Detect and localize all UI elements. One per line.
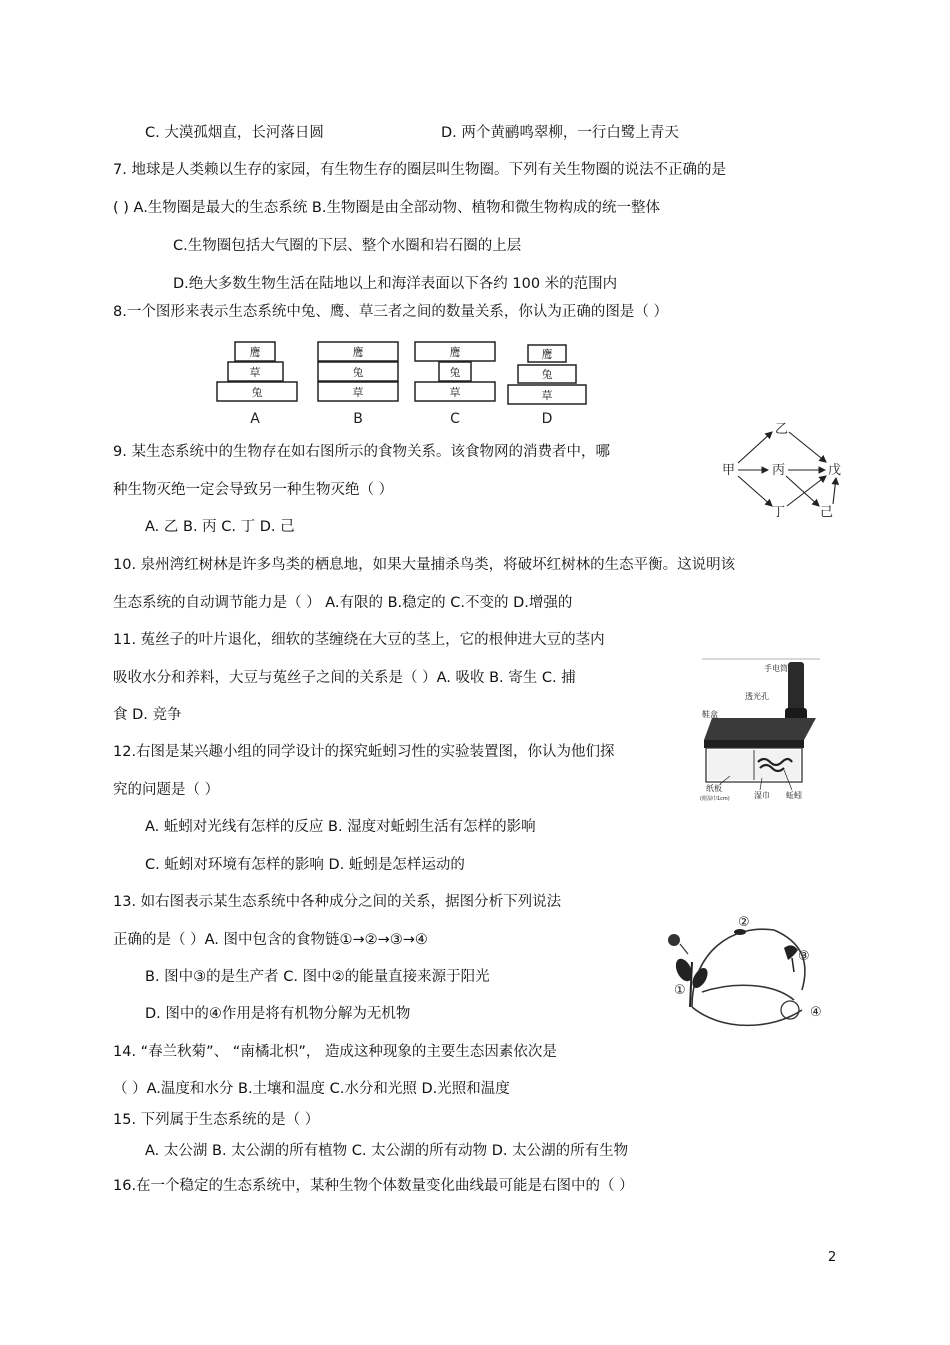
food-web-ji: 己 [820, 505, 834, 520]
pyr-a-grass: 草 [249, 366, 261, 379]
q16-stem: 16.在一个稳定的生态系统中，某种生物个体数量变化曲线最可能是右图中的（ ） [113, 1178, 634, 1194]
pyr-a-eagle: 鹰 [249, 346, 261, 359]
q8-stem: 8.一个图形来表示生态系统中兔、鹰、草三者之间的数量关系，你认为正确的图是（ ） [113, 304, 668, 320]
q11-stem-3: 食 D. 竞争 [113, 707, 182, 723]
q7-stem: 7. 地球是人类赖以生存的家园，有生物生存的圈层叫生物圈。下列有关生物圈的说法不正确的是 [113, 162, 726, 178]
q7-options-ab: ( ) A.生物圈是最大的生态系统 B.生物圈是由全部动物、植物和微生物构成的统一整体 [113, 200, 660, 216]
label-paper-note: (附湿巾1cm) [700, 796, 730, 802]
q7-option-d: D.绝大多数生物生活在陆地以上和海洋表面以下各约 100 米的范围内 [173, 276, 618, 292]
label-earthworm: 蚯蚓 [786, 791, 802, 800]
q7-option-c: C.生物圈包括大气圈的下层、整个水圈和岩石圈的上层 [173, 238, 522, 254]
pyr-label-a: A [250, 411, 260, 427]
q12-stem-1: 12.右图是某兴趣小组的同学设计的探究蚯蚓习性的实验装置图，你认为他们探 [113, 744, 615, 760]
pyramid-figure [213, 340, 613, 430]
pyr-a-rabbit: 兔 [251, 386, 263, 399]
q6-option-c: C. 大漠孤烟直，长河落日圆 [145, 125, 324, 141]
q13-stem-2: 正确的是（ ）A. 图中包含的食物链①→②→③→④ [113, 932, 428, 948]
label-paper: 纸板 [706, 784, 722, 793]
q6-option-d: D. 两个黄鹂鸣翠柳，一行白鹭上青天 [441, 125, 679, 141]
q15-options: A. 太公湖 B. 太公湖的所有植物 C. 太公湖的所有动物 D. 太公湖的所有生物 [145, 1143, 629, 1159]
pyr-label-d: D [541, 411, 553, 427]
q13-stem-1: 13. 如右图表示某生态系统中各种成分之间的关系，据图分析下列说法 [113, 894, 562, 910]
pyr-c-eagle: 鹰 [449, 346, 461, 359]
q13-option-d: D. 图中的④作用是将有机物分解为无机物 [145, 1006, 411, 1022]
earthworm-device-figure [700, 658, 825, 803]
q10-stem-1: 10. 泉州湾红树林是许多鸟类的栖息地，如果大量捕杀鸟类，将破坏红树林的生态平衡。这说明该 [113, 557, 736, 573]
food-web-yi: 乙 [775, 422, 789, 437]
pyr-b-rabbit: 兔 [352, 366, 364, 379]
page-number: 2 [828, 1250, 837, 1265]
label-light-hole: 透光孔 [745, 692, 769, 701]
pyr-label-b: B [353, 411, 363, 427]
q12-stem-2: 究的问题是（ ） [113, 782, 220, 798]
pyr-d-eagle: 鹰 [541, 348, 553, 361]
pyr-b-eagle: 鹰 [352, 346, 364, 359]
q14-stem-2: （ ）A.温度和水分 B.土壤和温度 C.水分和光照 D.光照和温度 [113, 1081, 510, 1097]
pyr-c-rabbit: 兔 [449, 366, 461, 379]
cycle-node-2: ② [738, 915, 750, 930]
label-wet-towel: 湿巾 [754, 791, 770, 800]
q12-options-cd: C. 蚯蚓对环境有怎样的影响 D. 蚯蚓是怎样运动的 [145, 857, 465, 873]
pyr-label-c: C [450, 411, 460, 427]
q9-stem-1: 9. 某生态系统中的生物存在如右图所示的食物关系。该食物网的消费者中，哪 [113, 444, 610, 460]
food-web-bing: 丙 [772, 463, 786, 478]
q13-options-bc: B. 图中③的是生产者 C. 图中②的能量直接来源于阳光 [145, 969, 490, 985]
food-web-figure [720, 418, 850, 528]
ecosystem-cycle-figure [662, 912, 832, 1037]
food-web-ding: 丁 [772, 505, 786, 520]
cycle-node-4: ④ [810, 1005, 822, 1020]
pyr-b-grass: 草 [352, 386, 364, 399]
q12-options-ab: A. 蚯蚓对光线有怎样的反应 B. 湿度对蚯蚓生活有怎样的影响 [145, 819, 536, 835]
q9-stem-2: 种生物灭绝一定会导致另一种生物灭绝（ ） [113, 482, 394, 498]
cycle-node-1: ① [674, 983, 686, 998]
q15-stem: 15. 下列属于生态系统的是（ ） [113, 1112, 320, 1128]
pyr-d-rabbit: 兔 [541, 368, 553, 381]
label-flashlight: 手电筒 [764, 664, 788, 673]
pyr-d-grass: 草 [541, 389, 553, 402]
q11-stem-1: 11. 菟丝子的叶片退化，细软的茎缠绕在大豆的茎上，它的根伸进大豆的茎内 [113, 632, 605, 648]
pyr-c-grass: 草 [449, 386, 461, 399]
q11-stem-2: 吸收水分和养料，大豆与菟丝子之间的关系是（ ）A. 吸收 B. 寄生 C. 捕 [113, 670, 576, 686]
food-web-wu: 戊 [828, 463, 842, 478]
cycle-node-3: ③ [798, 949, 810, 964]
q9-options: A. 乙 B. 丙 C. 丁 D. 己 [145, 519, 295, 535]
food-web-jia: 甲 [722, 463, 736, 478]
q10-stem-2: 生态系统的自动调节能力是（ ） A.有限的 B.稳定的 C.不变的 D.增强的 [113, 595, 573, 611]
q14-stem-1: 14. “春兰秋菊”、 “南橘北枳”， 造成这种现象的主要生态因素依次是 [113, 1044, 557, 1060]
label-shoebox: 鞋盒 [702, 710, 718, 719]
